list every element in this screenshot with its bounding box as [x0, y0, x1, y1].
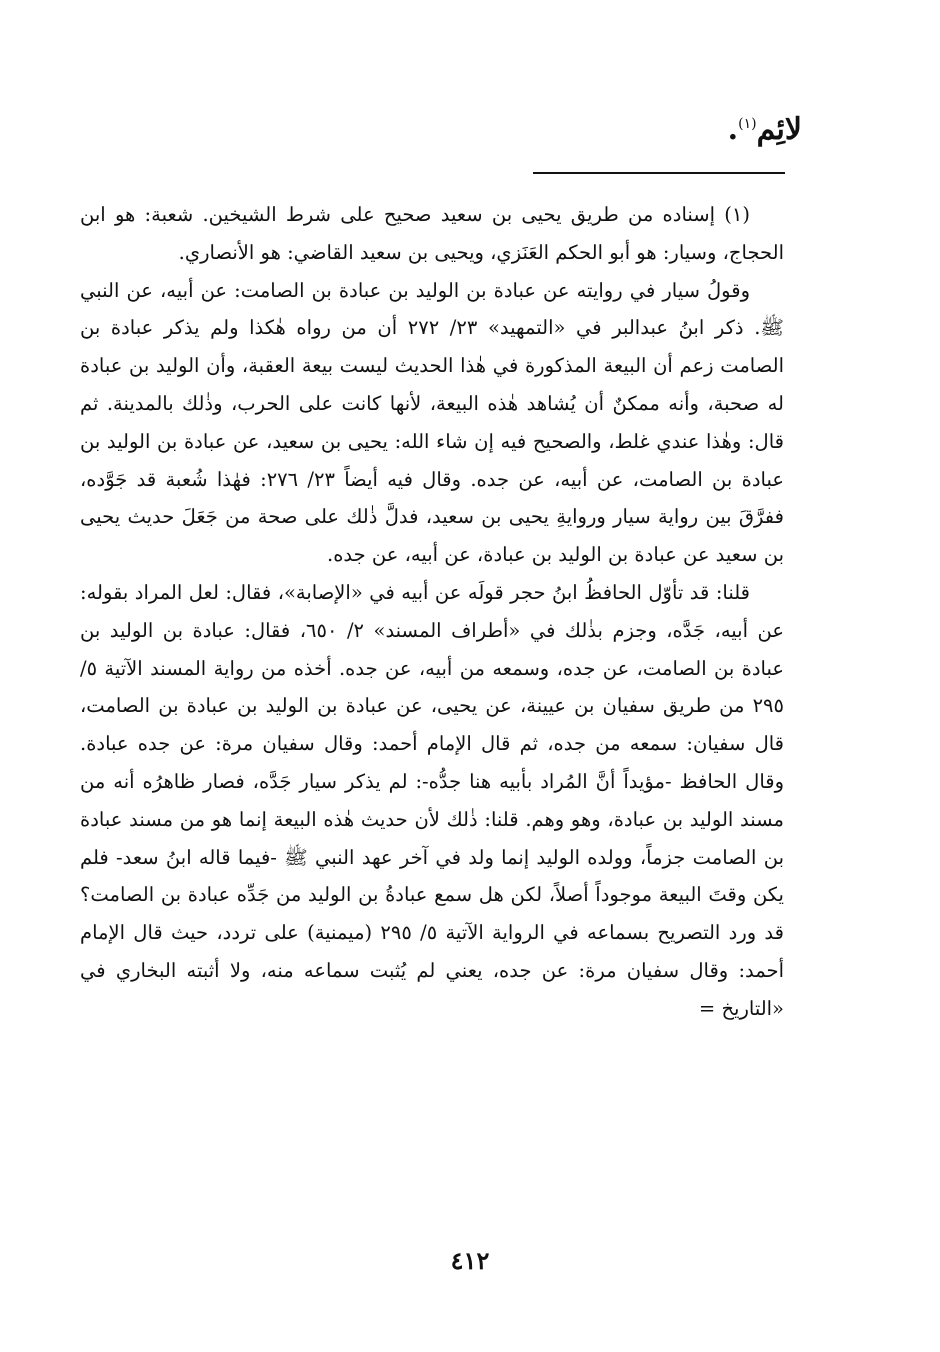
footnote-paragraph-3: قلنا: قد تأوّل الحافظُ ابنُ حجر قولَه عن أبيه في «الإصابة»، فقال: لعل المراد بقوله: عن أبيه، جَدَّه، وجزم بذٰلك في «أطراف المسند» ٢/ ٦٥٠، فقال: عبادة بن الوليد بن عبادة بن الصامت، عن جده، وسمعه من أبيه، عن جده. أخذه من رواية المسند الآتية ٥/ ٢٩٥ من طريق سفيان بن عيينة، عن يحيى، عن عبادة بن الوليد بن عبادة بن الصامت، قال سفيان: سمعه من جده، ثم قال الإمام أحمد: وقال سفيان مرة: عن جده عبادة. وقال الحافظ -مؤيداً أنَّ المُراد بأبيه هنا جدُّه-: لم يذكر سيار جَدَّه، فصار ظاهرُه أنه من مسند الوليد بن عبادة، وهو وهم. قلنا: ذٰلك لأن حديث هٰذه البيعة إنما هو من مسند عبادة بن الصامت جزماً، وولده الوليد إنما ولد في آخر عهد النبي ﷺ -فيما قاله ابنُ سعد- فلم يكن وقتَ البيعة موجوداً أصلاً، لكن هل سمع عبادةُ بن الوليد من جَدِّه عبادة بن الصامت؟ قد ورد التصريح بسماعه في الرواية الآتية ٥/ ٢٩٥ (ميمنية) على تردد، حيث قال الإمام أحمد: وقال سفيان مرة: عن جده، يعني لم يُثبت سماعه منه، ولا أثبته البخاري في «التاريخ = — [80, 580, 784, 1020]
main-text-period: . — [727, 112, 739, 147]
main-text-fragment — [728, 112, 802, 147]
page-number: ٤١٢ — [450, 1246, 490, 1275]
main-text: لائِم — [756, 112, 802, 147]
footnote-paragraph-1: (١) إسناده من طريق يحيى بن سعيد صحيح على شرط الشيخين. شعبة: هو ابن الحجاج، وسيار: هو أبو الحكم العَنَزي، ويحيى بن سعيد القاضي: هو الأنصاري. — [80, 203, 784, 264]
footnote-separator — [533, 172, 785, 174]
footnote-paragraph-2: وقولُ سيار في روايته عن عبادة بن الوليد بن عبادة بن الصامت: عن أبيه، عن النبي ﷺ. ذكر ابنُ عبدالبر في «التمهيد» ٢٣/ ٢٧٢ أن من رواه هٰكذا ولم يذكر عبادة بن الصامت زعم أن البيعة المذكورة في هٰذا الحديث ليست بيعة العقبة، وأن الوليد بن عبادة له صحبة، وأنه ممكنٌ أن يُشاهد هٰذه البيعة، لأنها كانت على الحرب، وذٰلك بالمدينة. ثم قال: وهٰذا عندي غلط، والصحيح فيه إن شاء الله: يحيى بن سعيد، عن عبادة بن الوليد بن عبادة بن الصامت، عن أبيه، عن جده. وقال فيه أيضاً ٢٣/ ٢٧٦: فهٰذا شُعبة قد جَوَّده، ففرَّقَ بين رواية سيار وروايةِ يحيى بن سعيد، فدلَّ ذٰلك على صحة من جَعَلَ حديث يحيى بن سعيد عن عبادة بن الوليد بن عبادة، عن أبيه، عن جده. — [80, 278, 784, 567]
footnote-block — [80, 196, 784, 1028]
footnote-reference: (١) — [738, 116, 757, 132]
